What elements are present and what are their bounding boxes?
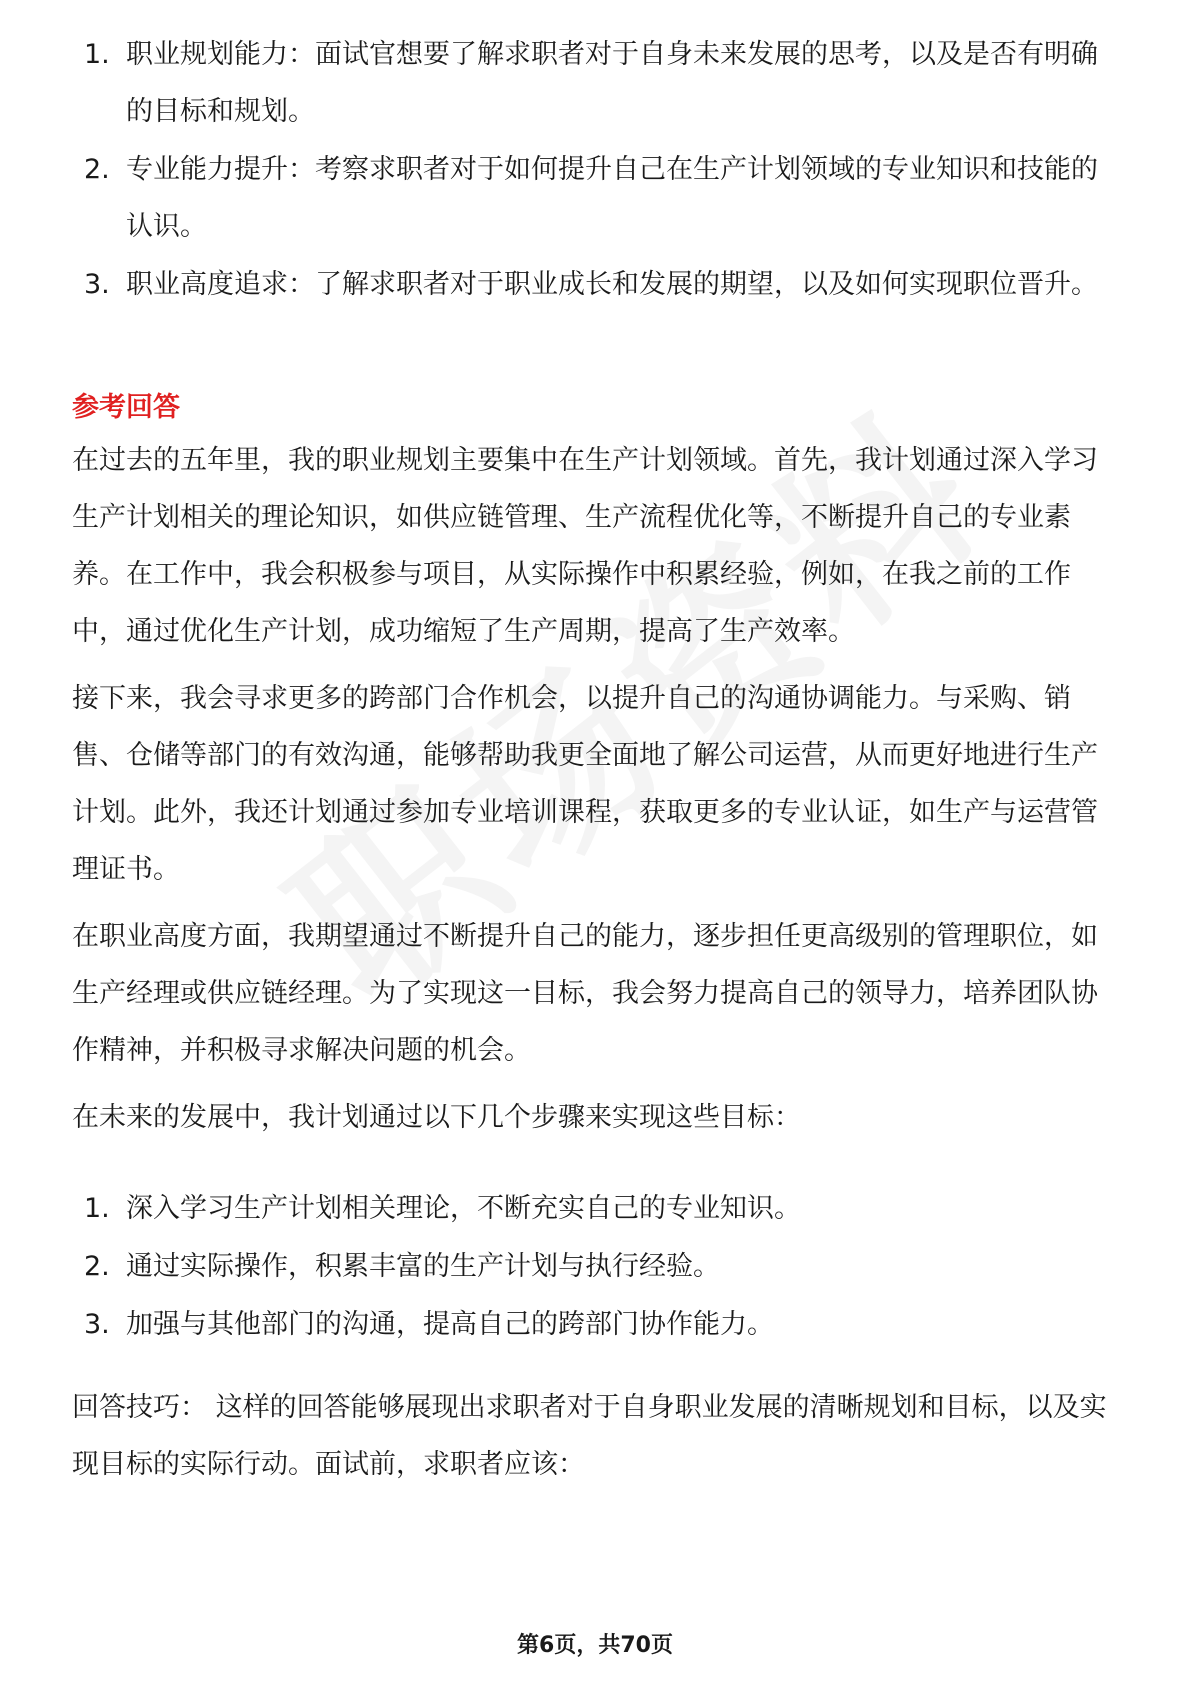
list-item — [0, 1180, 1110, 1237]
list-item-text: 加强与其他部门的沟通，提高自己的跨部门协作能力。 — [126, 1309, 774, 1340]
list-item-text: 通过实际操作，积累丰富的生产计划与执行经验。 — [126, 1251, 720, 1282]
answer-paragraph: 在过去的五年里，我的职业规划主要集中在生产计划领域。首先，我计划通过深入学习生产计划相关的理论知识，如供应链管理、生产流程优化等，不断提升自己的专业素养。在工作中，我会积极参与项目，从实际操作中积累经验，例如，在我之前的工作中，通过优化生产计划，成功缩短了生产周期，提高了生产效率。 — [72, 445, 1098, 647]
list-item — [0, 1296, 1110, 1353]
list-item — [0, 26, 1110, 140]
answer-paragraph: 在未来的发展中，我计划通过以下几个步骤来实现这些目标： — [72, 1102, 801, 1133]
list-item-number: 2. — [84, 154, 110, 185]
list-item-text: 专业能力提升：考察求职者对于如何提升自己在生产计划领域的专业知识和技能的认识。 — [126, 154, 1098, 242]
list-item-number: 3. — [84, 269, 110, 300]
list-item-number: 2. — [84, 1251, 110, 1282]
list-item — [0, 141, 1110, 255]
list-item-text: 深入学习生产计划相关理论，不断充实自己的专业知识。 — [126, 1193, 801, 1224]
answer-tips: 回答技巧： 这样的回答能够展现出求职者对于自身职业发展的清晰规划和目标，以及实现目标的实际行动。面试前，求职者应该： — [72, 1392, 1107, 1480]
page-number: 第6页，共70页 — [517, 1633, 673, 1658]
list-item-number: 3. — [84, 1309, 110, 1340]
list-item-text: 职业规划能力：面试官想要了解求职者对于自身未来发展的思考，以及是否有明确的目标和规划。 — [126, 39, 1098, 127]
steps-list — [0, 1180, 1110, 1354]
list-item-number: 1. — [84, 1193, 110, 1224]
question-focus-list — [0, 28, 1110, 314]
answer-paragraph: 接下来，我会寻求更多的跨部门合作机会，以提升自己的沟通协调能力。与采购、销售、仓储等部门的有效沟通，能够帮助我更全面地了解公司运营，从而更好地进行生产计划。此外，我还计划通过参加专业培训课程，获取更多的专业认证，如生产与运营管理证书。 — [72, 683, 1098, 885]
answer-paragraph: 在职业高度方面，我期望通过不断提升自己的能力，逐步担任更高级别的管理职位，如生产经理或供应链经理。为了实现这一目标，我会努力提高自己的领导力，培养团队协作精神，并积极寻求解决问题的机会。 — [72, 921, 1098, 1066]
list-item — [0, 256, 1110, 313]
section-heading: 参考回答 — [72, 392, 180, 423]
list-item-number: 1. — [84, 39, 110, 70]
list-item — [0, 1238, 1110, 1295]
list-item-text: 职业高度追求：了解求职者对于职业成长和发展的期望，以及如何实现职位晋升。 — [126, 269, 1098, 300]
